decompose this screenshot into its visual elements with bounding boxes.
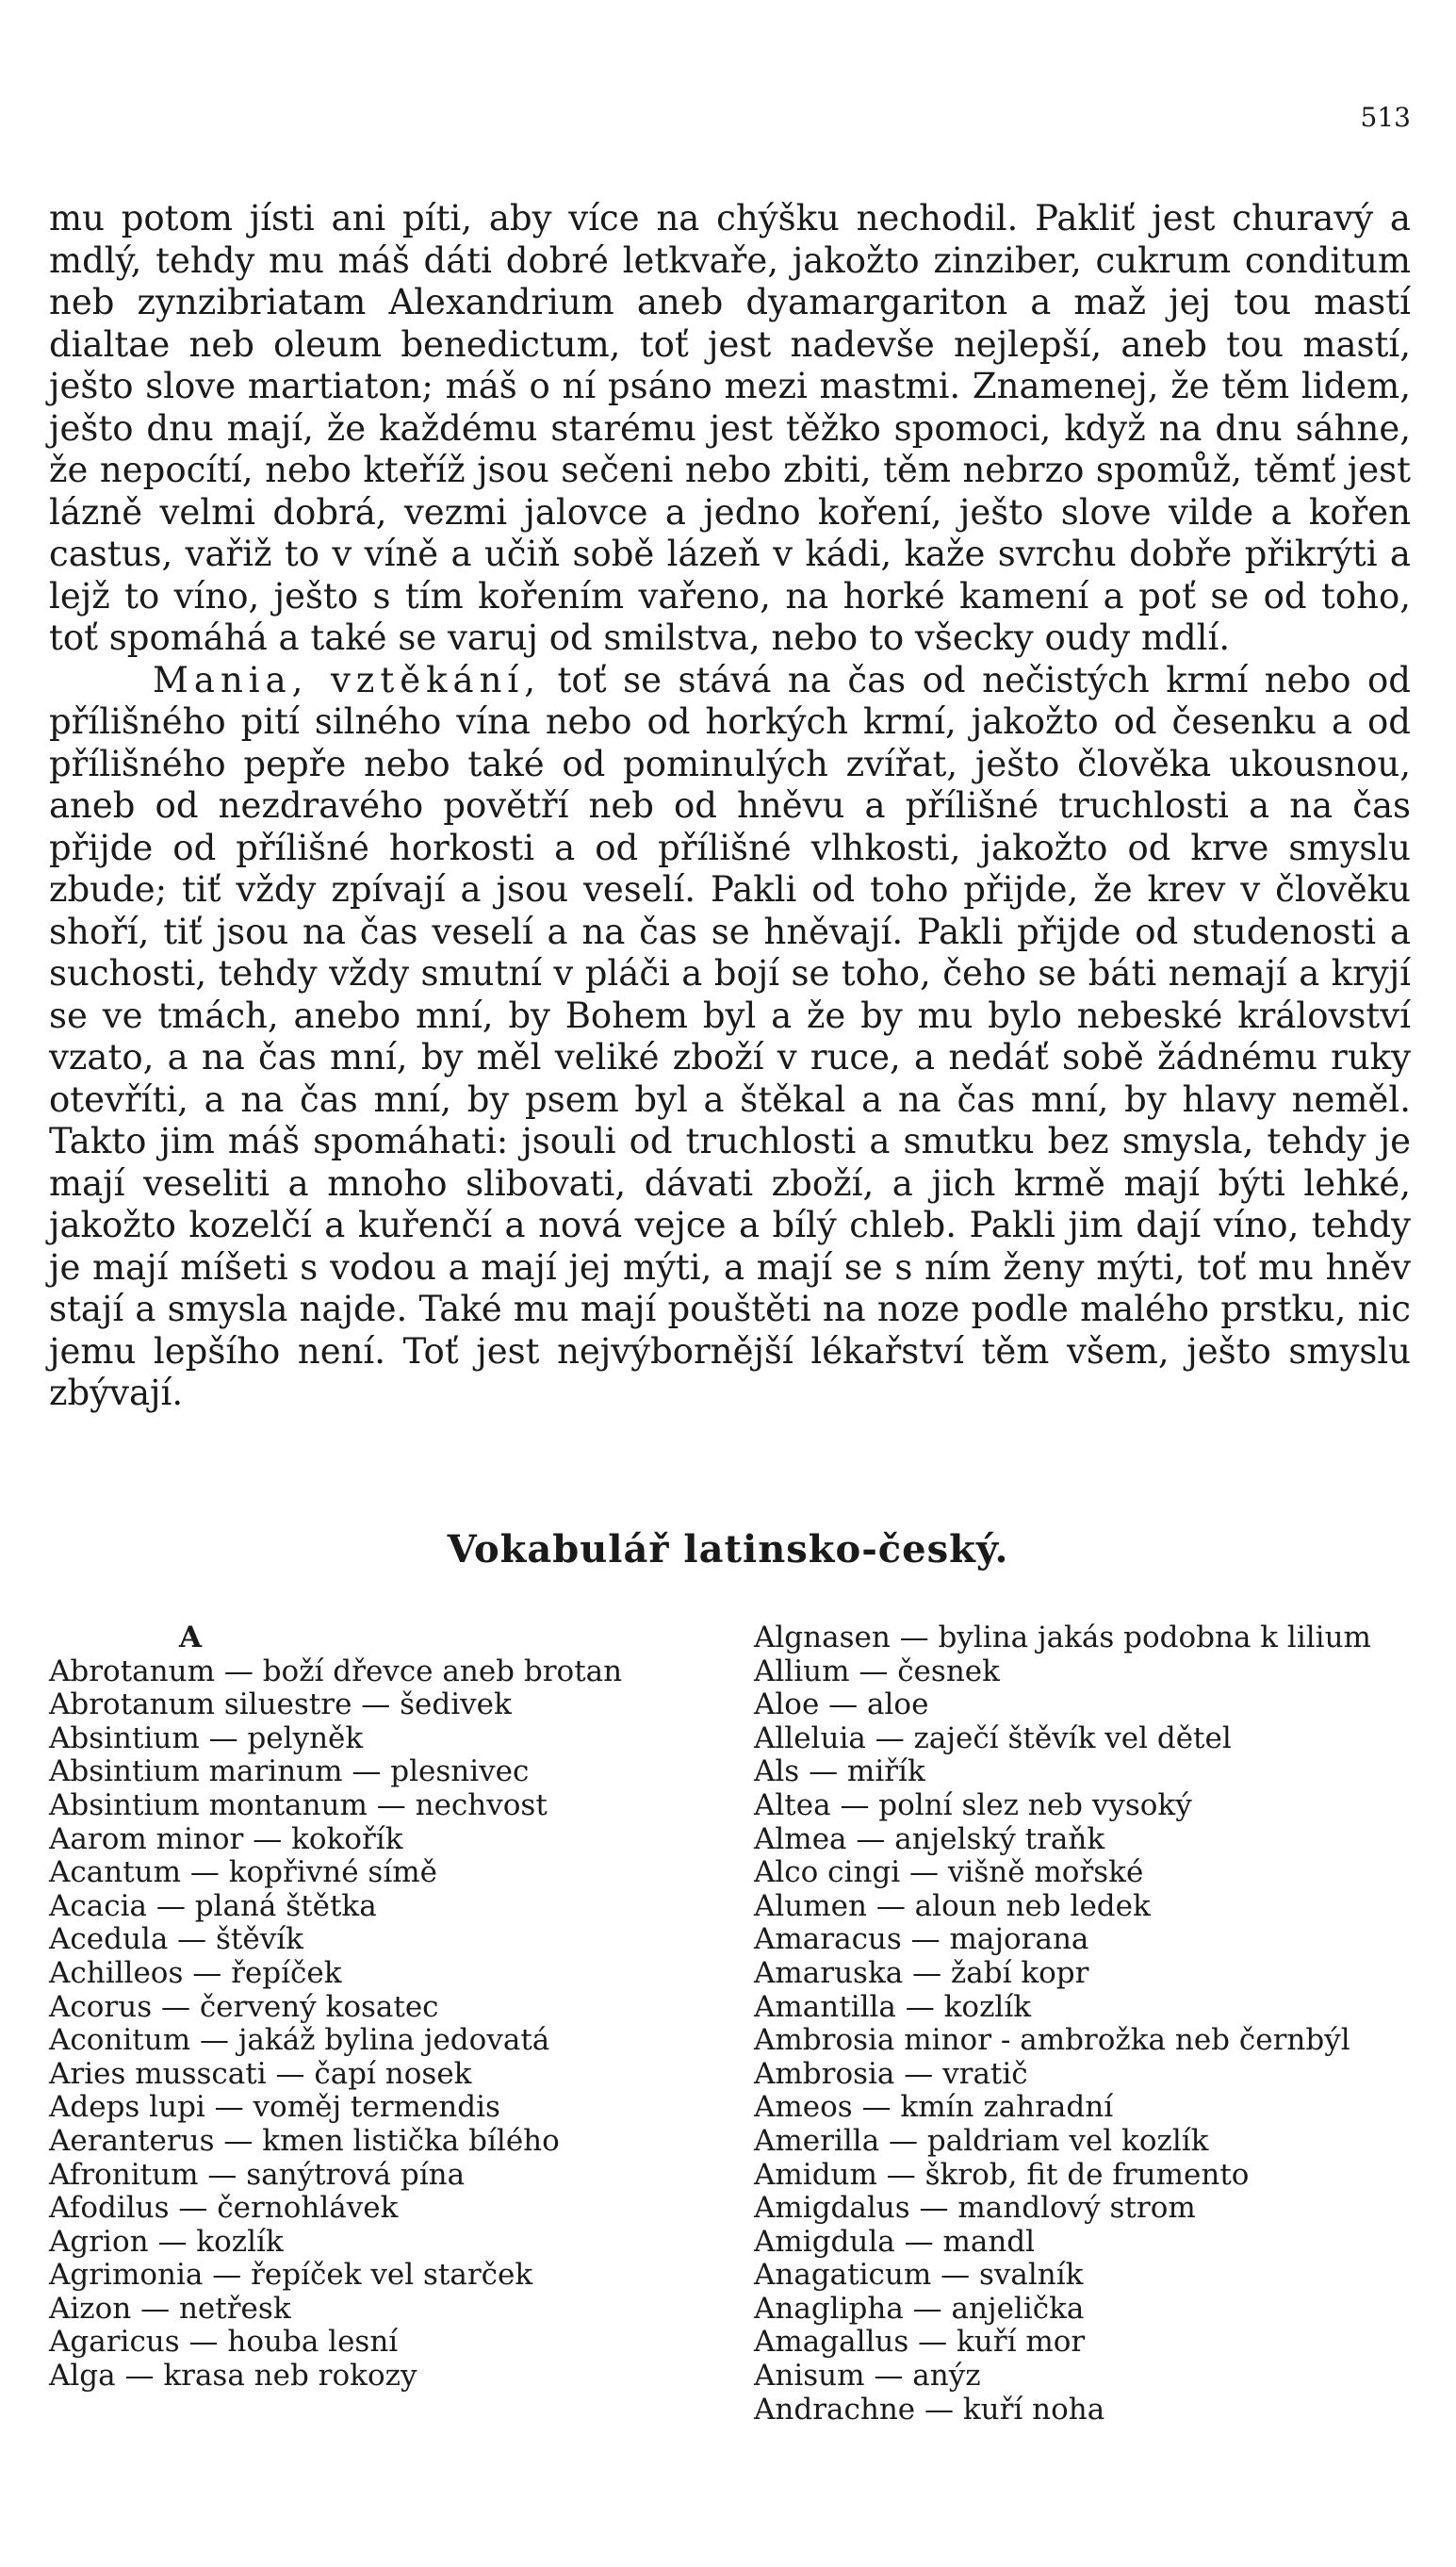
- vocabulary-entry: Amaruska — žabí kopr: [754, 1955, 1089, 1990]
- vocabulary-entry: Acorus — červený kosatec: [49, 1989, 439, 2024]
- vocabulary-entry: Amagallus — kuří mor: [754, 2325, 1086, 2360]
- vocabulary-entry: Afronitum — sanýtrová pína: [49, 2157, 466, 2192]
- vocabulary-entry: Achilleos — řepíček: [49, 1955, 342, 1990]
- vocabulary-column-right: [754, 1621, 1414, 2427]
- vocabulary-column-left: [49, 1621, 690, 2394]
- vocabulary-title: Vokabulář latinsko-český.: [447, 1527, 1009, 1571]
- vocabulary-entry: Afodilus — černohlávek: [49, 2191, 399, 2226]
- vocabulary-entry: Amaracus — majorana: [754, 1922, 1089, 1957]
- vocabulary-entry: Ambrosia minor - ambrožka neb černbýl: [754, 2023, 1350, 2058]
- vocabulary-entry: Absintium marinum — plesnivec: [49, 1754, 530, 1789]
- paragraph-text: toť se stává na čas od nečistých krmí nebo od přílišného pití silného vína nebo od horkých krmí, jakožto od česenku a od přílišného pepře nebo také od pominulých zvířat, ješto člověka ukousnou, aneb od nezdravého povětří neb od hněvu a přílišné truchlosti a na čas přijde od přílišné horkosti a od přílišné vlhkosti, jakožto od krve smyslu zbude; tiť vždy zpívají a jsou veselí. Pakli od toho přijde, že krev v člověku shoří, tiť jsou na čas veselí a na čas se hněvají. Pakli přijde od studenosti a suchosti, tehdy vždy smutní v pláči a bojí se toho, čeho se báti nemají a kryjí se ve tmách, anebo mní, by Bohem byl a že by mu bylo nebeské království vzato, a na čas mní, by měl veliké zboží v ruce, a nedáť sobě žádnému ruky otevříti, a na čas mní, by psem byl a štěkal a na čas mní, by hlavy neměl. Takto jim máš spomáhati: jsouli od truchlosti a smutku bez smysla, tehdy je mají veseliti a mnoho slibovati, dávati zboží, a jich krmě mají býti lehké, jakožto kozelčí a kuřenčí a nová vejce a bílý chleb. Pakli jim dají víno, tehdy je mají míšeti s vodou a mají jej mýti, a mají se s ním ženy mýti, toť mu hněv stají a smysla najde. Také mu mají pouštěti na noze podle malého prstku, nic jemu lepšího není. Toť jest nejvýbornější lékařství těm všem, ješto smyslu zbývají.: [49, 659, 1411, 1413]
- vocabulary-entry: Aarom minor — kokořík: [49, 1821, 403, 1856]
- vocabulary-entry: Ambrosia — vratič: [754, 2056, 1028, 2091]
- vocabulary-entry: Anagaticum — svalník: [754, 2258, 1084, 2293]
- body-text: [49, 198, 1411, 1415]
- vocabulary-entry: Andrachne — kuří noha: [754, 2392, 1105, 2427]
- vocabulary-entry: Alco cingi — višně mořské: [754, 1855, 1144, 1890]
- section-letter: A: [178, 1621, 203, 1654]
- vocabulary-entry: Abrotanum siluestre — šedivek: [49, 1687, 512, 1722]
- vocabulary-entry: Absintium — pelyněk: [49, 1720, 364, 1755]
- vocabulary-entry: Abrotanum — boží dřevce aneb brotan: [49, 1654, 623, 1688]
- vocabulary-entry: Alga — krasa neb rokozy: [49, 2359, 417, 2394]
- vocabulary-entry: Alumen — aloun neb ledek: [754, 1888, 1151, 1923]
- vocabulary-entry: Altea — polní slez neb vysoký: [754, 1787, 1192, 1822]
- vocabulary-entry: Almea — anjelský traňk: [754, 1821, 1105, 1856]
- vocabulary-entry: Amantilla — kozlík: [754, 1989, 1032, 2024]
- vocabulary-list-right: [754, 1621, 1414, 2427]
- vocabulary-entry: Absintium montanum — nechvost: [49, 1787, 548, 1822]
- vocabulary-entry: Ameos — kmín zahradní: [754, 2090, 1114, 2125]
- vocabulary-entry: Amigdalus — mandlový strom: [754, 2191, 1196, 2226]
- vocabulary-entry: Adeps lupi — voměj termendis: [49, 2090, 500, 2125]
- vocabulary-entry: Alleluia — zaječí štěvík vel dětel: [754, 1720, 1232, 1755]
- vocabulary-entry: Als — miřík: [754, 1754, 925, 1789]
- vocabulary-entry: Allium — česnek: [754, 1654, 1000, 1688]
- vocabulary-entry: Amerilla — paldriam vel kozlík: [754, 2123, 1209, 2158]
- vocabulary-entry: Algnasen — bylina jakás podobna k lilium: [754, 1621, 1371, 1654]
- vocabulary-entry: Aries musscati — čapí nosek: [49, 2056, 472, 2091]
- vocabulary-entry: Agrion — kozlík: [49, 2224, 284, 2259]
- paragraph-mania: [49, 660, 1411, 1415]
- page-number: 513: [1360, 102, 1411, 133]
- vocabulary-entry: Amigdula — mandl: [754, 2224, 1036, 2259]
- vocabulary-entry: Agrimonia — řepíček vel starček: [49, 2258, 533, 2293]
- vocabulary-entry: Anaglipha — anjelička: [754, 2291, 1085, 2326]
- vocabulary-entry: Agaricus — houba lesní: [49, 2325, 399, 2360]
- entry-heading: Mania, vztěkání,: [153, 659, 542, 700]
- vocabulary-entry: Aizon — netřesk: [49, 2291, 291, 2326]
- vocabulary-entry: Amidum — škrob, fit de frumento: [754, 2157, 1250, 2192]
- paragraph: mu potom jísti ani píti, aby více na chýšku nechodil. Pakliť jest churavý a mdlý, tehdy mu máš dáti dobré letkvaře, jakožto zinziber, cukrum conditum neb zynzibriatam Alexandrium aneb dyamargariton a maž jej tou mastí dialtae neb oleum benedictum, toť jest nadevše nejlepší, aneb tou mastí, ješto slove martiaton; máš o ní psáno mezi mastmi. Znamenej, že těm lidem, ješto dnu mají, že každému starému jest těžko spomoci, když na dnu sáhne, že nepocítí, nebo kteříž jsou sečeni nebo zbiti, těm nebrzo spomůž, těmť jest lázně velmi dobrá, vezmi jalovce a jedno koření, ješto slove vilde a kořen castus, vařiž to v víně a učiň sobě lázeň v kádi, kaže svrchu dobře přikrýti a lejž to víno, ješto s tím kořením vařeno, na horké kamení a poť se od toho, toť spomáhá a také se varuj od smilstva, nebo to všecky oudy mdlí.: [49, 198, 1411, 658]
- vocabulary-entry: Acedula — štěvík: [49, 1922, 303, 1957]
- vocabulary-entry: Acantum — kopřivné símě: [49, 1855, 437, 1890]
- vocabulary-entry: Acacia — planá štětka: [49, 1888, 377, 1923]
- vocabulary-list-left: [49, 1655, 690, 2394]
- vocabulary-entry: Anisum — anýz: [754, 2359, 981, 2394]
- vocabulary-entry: Aeranterus — kmen listička bílého: [49, 2123, 560, 2158]
- vocabulary-entry: Aconitum — jakáž bylina jedovatá: [49, 2023, 550, 2058]
- vocabulary-entry: Aloe — aloe: [754, 1687, 929, 1722]
